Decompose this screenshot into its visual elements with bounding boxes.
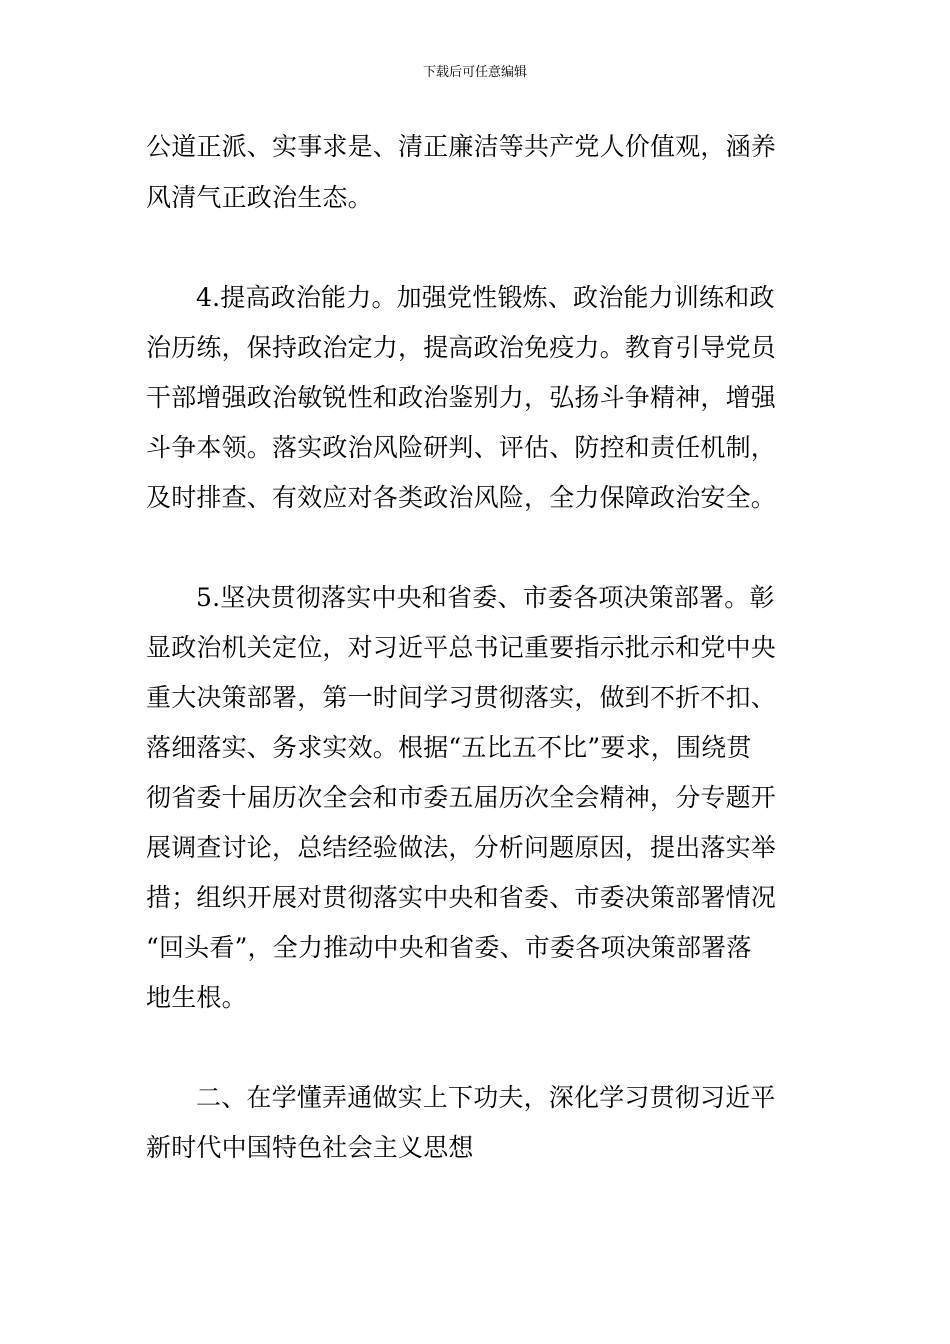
paragraph-2-line-2: 治历练，保持政治定力，提高政治免疫力。教育引导党员	[146, 333, 777, 362]
section-heading-line-2: 新时代中国特色社会主义思想	[146, 1133, 474, 1162]
paragraph-2-line-4: 斗争本领。落实政治风险研判、评估、防控和责任机制，	[146, 433, 777, 462]
section-heading-line-1: 二、在学懂弄通做实上下功夫，深化学习贯彻习近平	[196, 1083, 776, 1112]
paragraph-3-line-2: 显政治机关定位，对习近平总书记重要指示批示和党中央	[146, 633, 777, 662]
paragraph-3-line-9: 地生根。	[146, 983, 247, 1012]
paragraph-3-line-5: 彻省委十届历次全会和市委五届历次全会精神，分专题开	[146, 783, 777, 812]
paragraph-3-line-4: 落细落实、务求实效。根据“五比五不比”要求，围绕贯	[146, 733, 752, 762]
header-note: 下载后可任意编辑	[422, 65, 527, 80]
paragraph-1-line-1: 公道正派、实事求是、清正廉洁等共产党人价值观，涵养	[146, 132, 777, 161]
paragraph-1-line-2: 风清气正政治生态。	[146, 183, 373, 212]
paragraph-2-line-3: 干部增强政治敏锐性和政治鉴别力，弘扬斗争精神，增强	[146, 383, 777, 412]
paragraph-3-line-1: 5.坚决贯彻落实中央和省委、市委各项决策部署。彰	[196, 583, 775, 612]
paragraph-2-line-1: 4.提高政治能力。加强党性锻炼、政治能力训练和政	[196, 283, 775, 312]
paragraph-2-line-5: 及时排查、有效应对各类政治风险，全力保障政治安全。	[146, 483, 777, 512]
paragraph-3-line-6: 展调查讨论，总结经验做法，分析问题原因，提出落实举	[146, 833, 777, 862]
paragraph-3-line-3: 重大决策部署，第一时间学习贯彻落实，做到不折不扣、	[146, 683, 777, 712]
paragraph-3-line-7: 措；组织开展对贯彻落实中央和省委、市委决策部署情况	[146, 883, 777, 912]
paragraph-3-line-8: “回头看”，全力推动中央和省委、市委各项决策部署落	[146, 933, 752, 962]
